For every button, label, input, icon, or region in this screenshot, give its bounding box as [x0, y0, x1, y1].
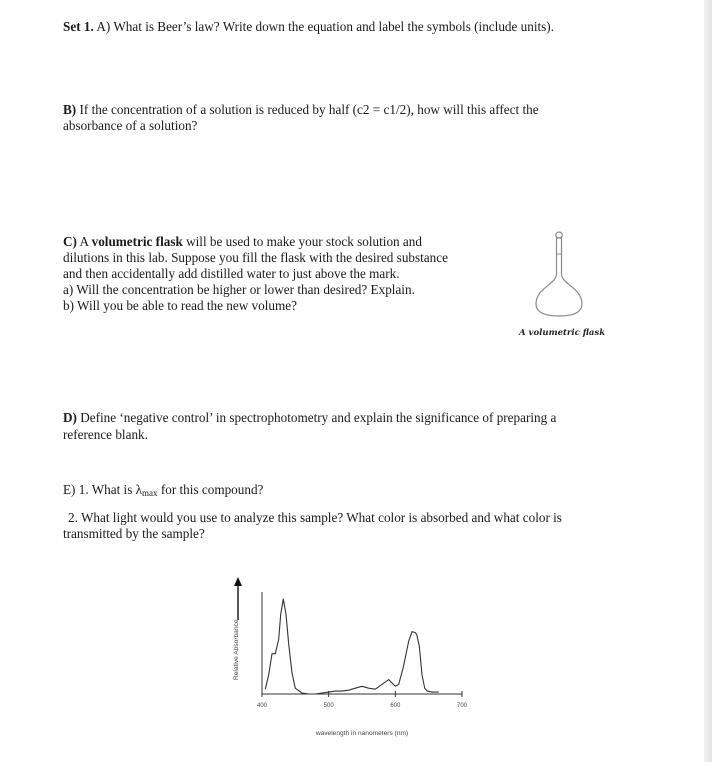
- part-a-text: A) What is Beer’s law? Write down the equation and label the symbols (include units).: [96, 19, 554, 34]
- x-tick-label: 600: [390, 703, 401, 709]
- x-axis-label: wavelength in nanometers (nm): [315, 730, 409, 737]
- part-e-q2-line1: 2. What light would you use to analyze this sample? What color is absorbed and what color is: [68, 510, 562, 525]
- part-b-line2: absorbance of a solution?: [63, 118, 198, 133]
- part-b-line1: [63, 102, 539, 118]
- part-b-label: B): [63, 102, 77, 117]
- part-e-q1-post: for this compound?: [160, 482, 264, 497]
- set1-part-a: [63, 19, 554, 35]
- part-c-line1: [63, 234, 422, 250]
- part-c-pre: A: [79, 234, 89, 249]
- part-d-label: D): [63, 410, 77, 425]
- part-b-text: If the concentration of a solution is reduced by half (c2 = c1/2), how will this affect the: [79, 102, 539, 117]
- volumetric-flask-term: volumetric flask: [91, 234, 183, 249]
- y-axis-label: Relative Absorbance: [233, 619, 240, 680]
- arrow-up-icon: [234, 577, 242, 586]
- part-c-line2: dilutions in this lab. Suppose you fill the flask with the desired substance: [63, 250, 448, 265]
- page-edge: [704, 0, 712, 762]
- flask-caption: A volumetric flask: [519, 328, 606, 338]
- part-e-q1-pre: E) 1. What is λ: [63, 482, 143, 497]
- set-label: Set 1.: [63, 19, 94, 34]
- x-tick-label: 700: [456, 703, 468, 709]
- part-c-label: C): [63, 234, 77, 249]
- part-d-text: Define ‘negative control’ in spectrophotometry and explain the significance of preparing a: [80, 410, 557, 425]
- spectrum-series-line: [265, 599, 438, 694]
- part-c-post: will be used to make your stock solution and: [186, 234, 422, 249]
- x-tick-label: 400: [256, 703, 268, 709]
- part-c-line4: a) Will the concentration be higher or lower than desired? Explain.: [63, 282, 415, 297]
- part-d-line2: reference blank.: [63, 427, 148, 442]
- part-d-line1: [63, 410, 556, 426]
- absorbance-spectrum-chart: [225, 572, 475, 742]
- part-e-q1: [63, 482, 263, 501]
- part-c-line3: and then accidentally add distilled water to just above the mark.: [63, 266, 400, 281]
- part-c-line5: b) Will you be able to read the new volume?: [63, 298, 297, 313]
- x-tick-label: 500: [323, 703, 334, 709]
- part-e-q2-line2: transmitted by the sample?: [63, 526, 205, 541]
- lambda-subscript: max: [142, 488, 158, 498]
